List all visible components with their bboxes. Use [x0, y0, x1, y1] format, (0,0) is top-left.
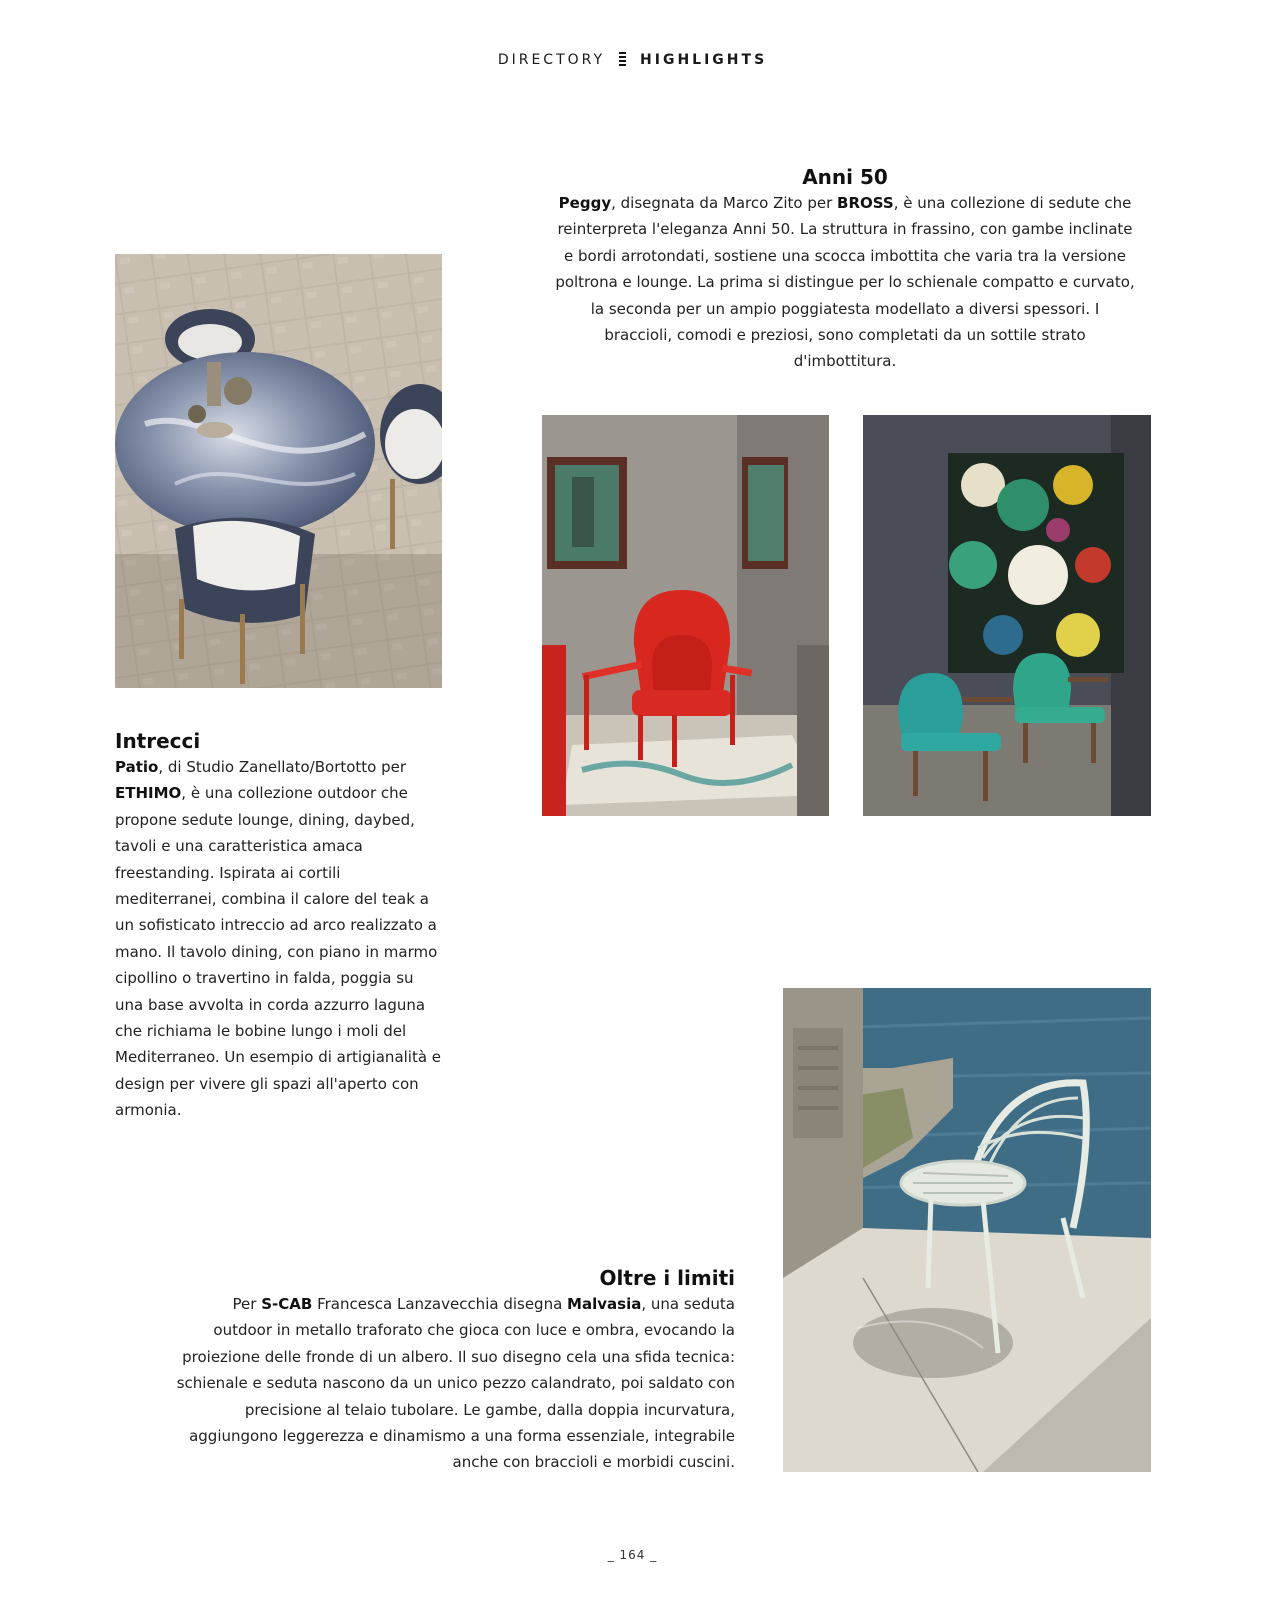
photo-red-armchair: [542, 415, 829, 816]
brand-name: ETHIMO: [115, 784, 182, 803]
photo-patio-table: [115, 254, 442, 688]
body-text: , disegnata da Marco Zito per: [611, 194, 838, 212]
page-header: [0, 52, 1265, 68]
article-title: Anni 50: [802, 165, 888, 189]
body-text: , una seduta outdoor in metallo traforato che gioca con luce e ombra, evocando la proiezione delle fronde di un albero. Il suo disegno cela una sfida tecnica: schienale e seduta nascono da un unico pezzo calandrato, poi saldato con precisione al telaio tubolare. Le gambe, dalla doppia incurvatura, aggiungono leggerezza e dinamismo a una forma essenziale, integrabile anche con braccioli e morbidi cuscini.: [176, 1295, 735, 1472]
product-name: Malvasia: [567, 1295, 642, 1313]
article-body: [555, 190, 1135, 375]
photo-teal-lounge-chairs: [863, 415, 1151, 816]
article-title: Intrecci: [115, 729, 201, 753]
article-title: Oltre i limiti: [599, 1266, 735, 1290]
article-body: [115, 754, 445, 1124]
brand-name: S-CAB: [261, 1295, 313, 1313]
body-text: , è una collezione di sedute che reinterpreta l'eleganza Anni 50. La struttura in frassino, con gambe inclinate e bordi arrotondati, sostiene una scocca imbottita che varia tra la versione poltrona e lounge. La prima si distingue per lo schienale compatto e curvato, la seconda per un ampio poggiatesta modellato a diversi spessori. I braccioli, comodi e preziosi, sono completati da un sottile strato d'imbottitura.: [555, 194, 1135, 371]
body-text: , di Studio Zanellato/Bortotto per: [158, 758, 407, 776]
article-oltre-i-limiti: [170, 1265, 735, 1476]
header-section: DIRECTORY: [497, 52, 606, 68]
article-intrecci: [115, 728, 445, 1124]
article-body: [170, 1291, 735, 1476]
body-text: Per: [232, 1295, 262, 1313]
page-number: _ 164 _: [607, 1548, 658, 1562]
article-anni-50: [555, 164, 1135, 375]
body-text: Francesca Lanzavecchia disegna: [312, 1295, 568, 1313]
product-name: Peggy: [558, 194, 612, 212]
divider-icon: [619, 52, 626, 66]
body-text: , è una collezione outdoor che propone sedute lounge, dining, daybed, tavoli e una caratteristica amaca freestanding. Ispirata ai cortili mediterranei, combina il calore del teak a un sofisticato intreccio ad arco realizzato a mano. Il tavolo dining, con piano in marmo cipollino o travertino in falda, poggia su una base avvolta in corda azzurro laguna che richiama le bobine lungo i moli del Mediterraneo. Un esempio di artigianalità e design per vivere gli spazi all'aperto con armonia.: [115, 784, 442, 1120]
product-name: Patio: [115, 758, 159, 776]
photo-chair-seaside: [783, 988, 1151, 1472]
brand-name: BROSS: [837, 194, 894, 212]
header-subsection: HIGHLIGHTS: [640, 52, 768, 68]
